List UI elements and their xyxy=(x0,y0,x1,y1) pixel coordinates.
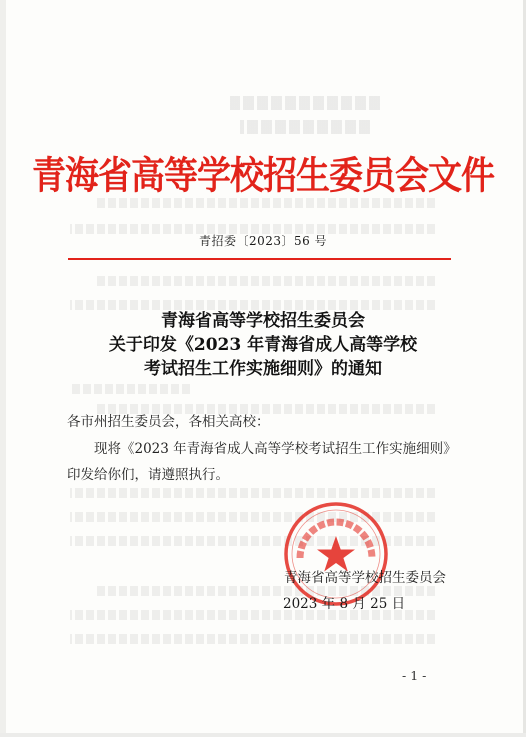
notice-title-line-3: 考试招生工作实施细则》的通知 xyxy=(144,359,382,379)
page-bottom-edge xyxy=(0,733,526,737)
issue-date: 2023 年 8 月 25 日 xyxy=(283,596,406,612)
document-masthead: 青海省高等学校招生委员会文件 xyxy=(32,154,494,199)
red-divider-rule xyxy=(68,258,451,260)
salutation: 各市州招生委员会，各相关高校： xyxy=(67,414,270,430)
document-number: 青招委〔2023〕56 号 xyxy=(198,234,328,248)
body-paragraph-line-2: 印发给你们，请遵照执行。 xyxy=(67,467,229,483)
notice-title-line-2: 关于印发《2023 年青海省成人高等学校 xyxy=(108,335,418,355)
body-paragraph-line-1: 现将《2023 年青海省成人高等学校考试招生工作实施细则》 xyxy=(94,441,457,457)
issuer-signature: 青海省高等学校招生委员会 xyxy=(284,570,446,586)
page-number: - 1 - xyxy=(402,668,427,683)
notice-title-line-1: 青海省高等学校招生委员会 xyxy=(161,311,365,331)
